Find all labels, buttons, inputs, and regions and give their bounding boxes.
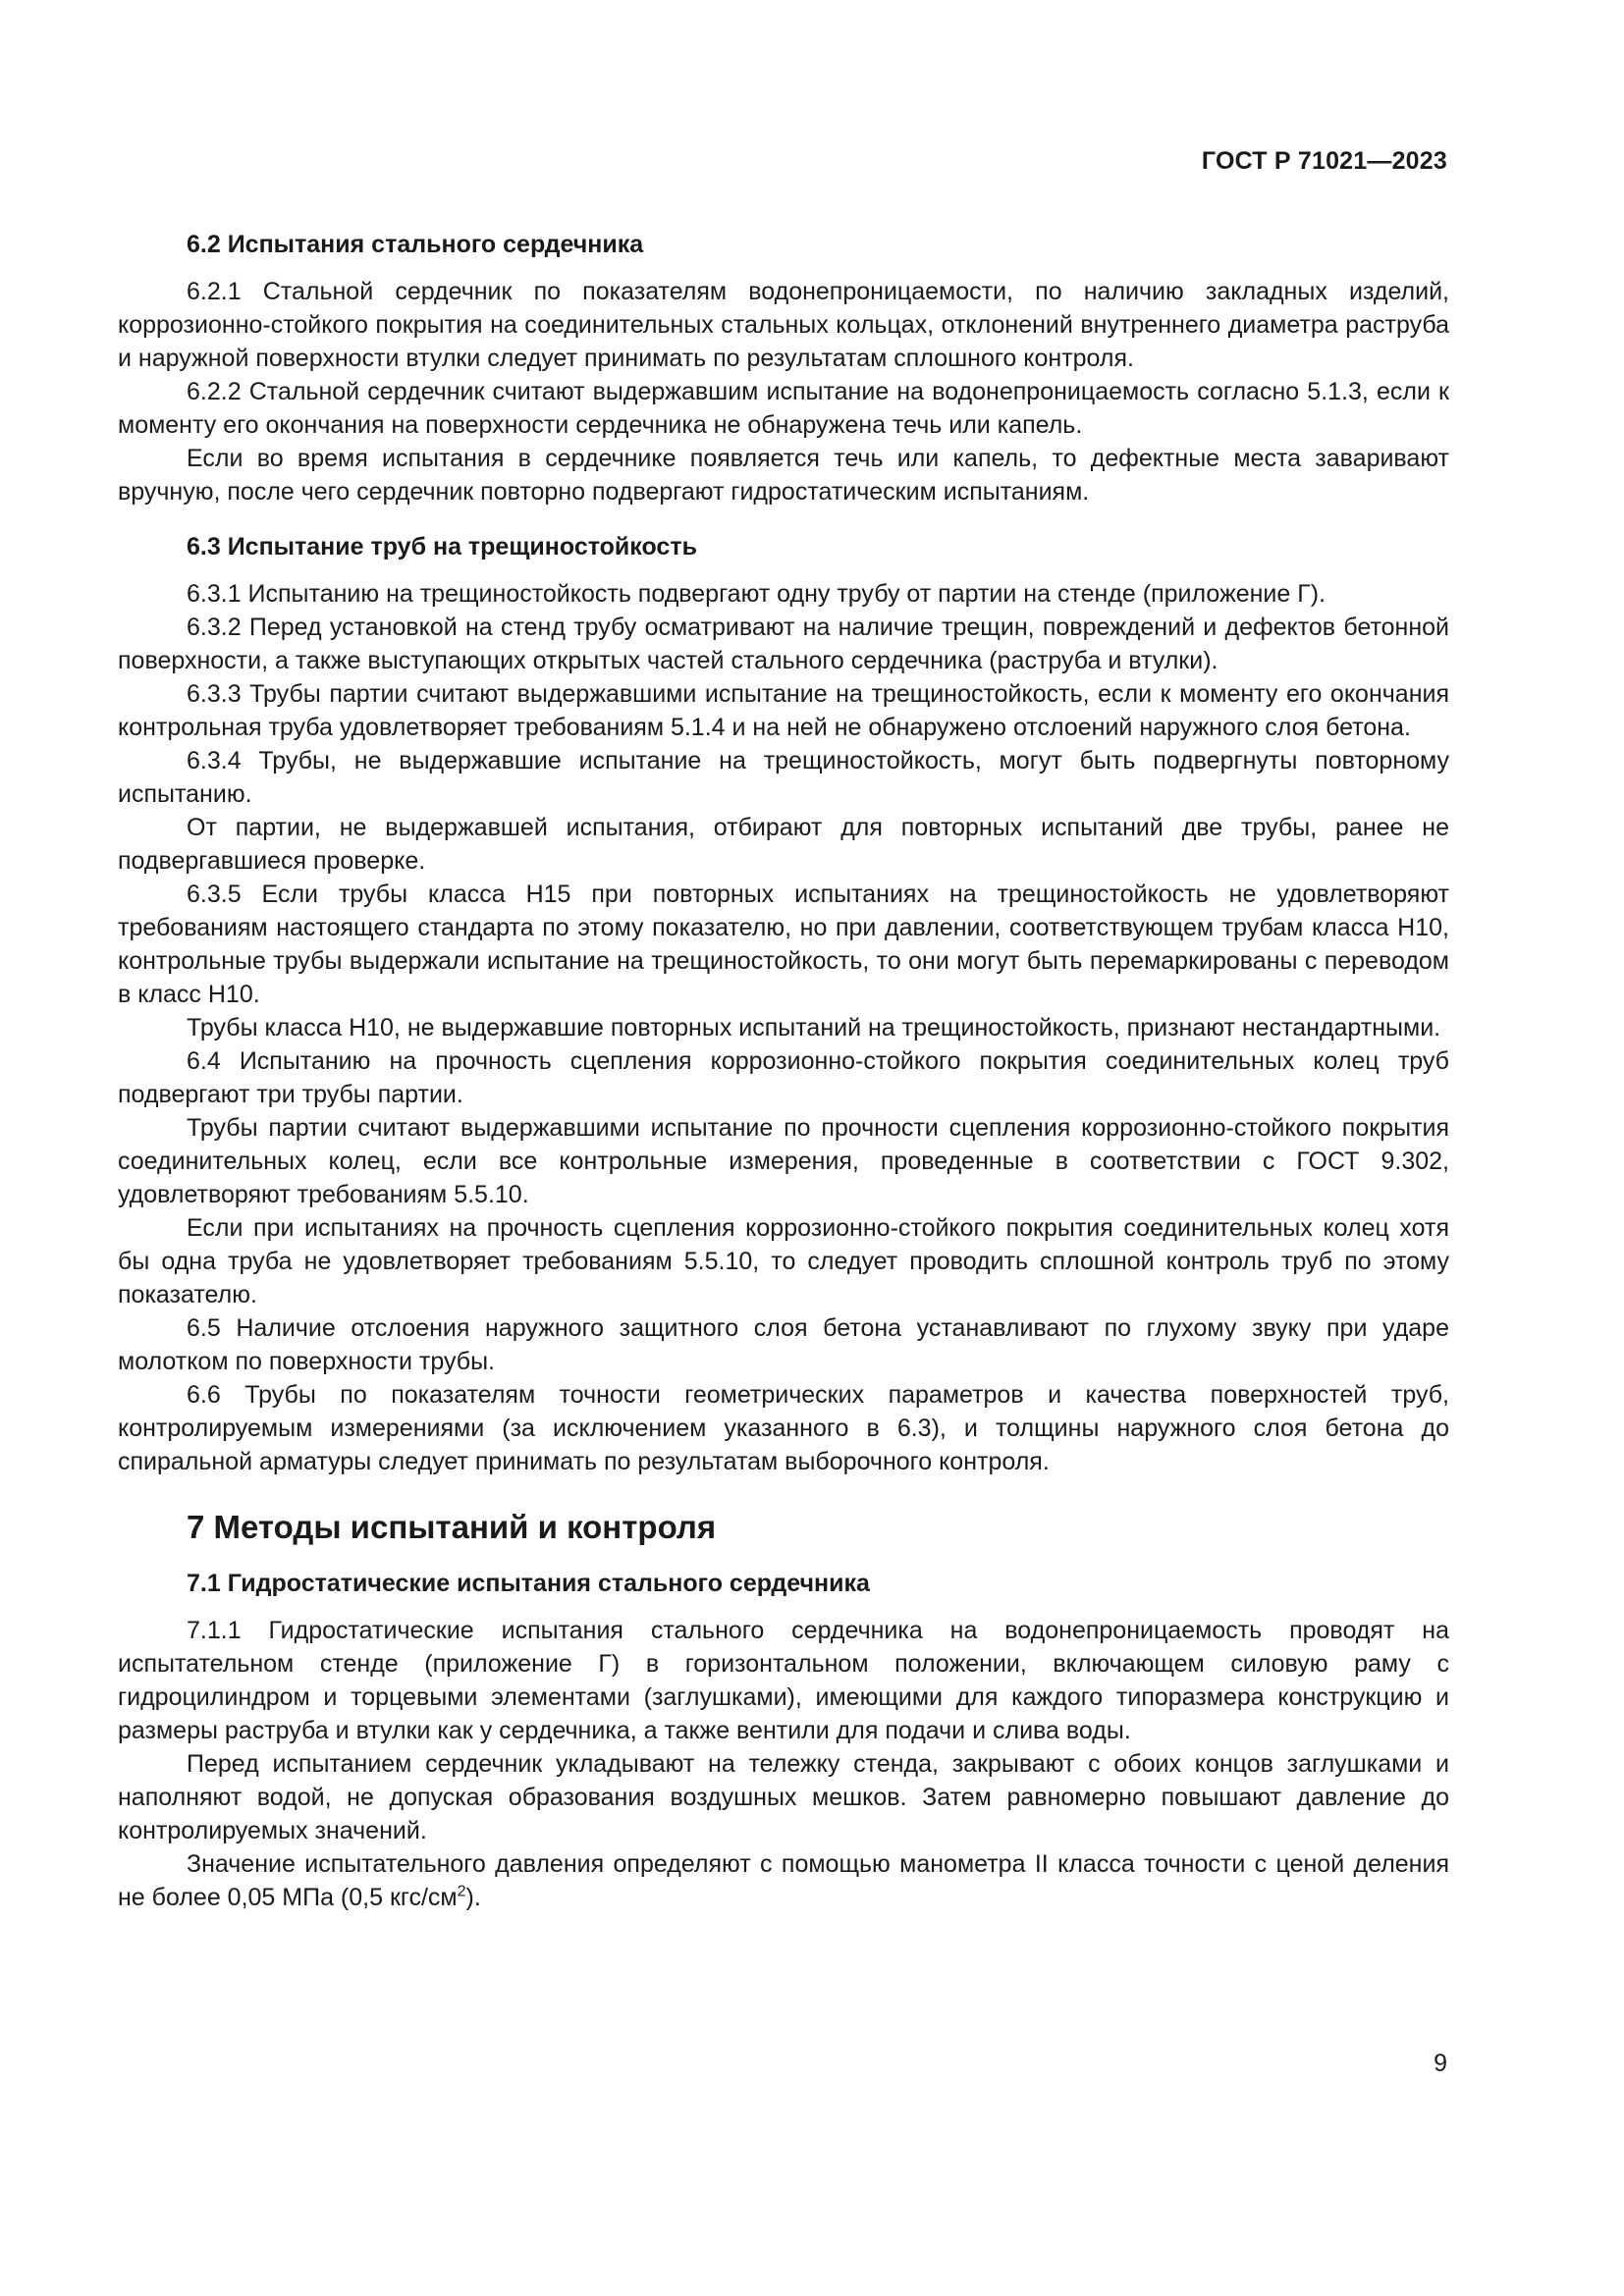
paragraph: Перед испытанием сердечник укладывают на тележку стенда, закрывают с обоих концов заглушками и наполняют водой, не допуская образования воздушных мешков. Затем равномерно повышают давление до контролируемых значений. (118, 1750, 1449, 1844)
document-code: ГОСТ Р 71021—2023 (1201, 147, 1447, 175)
superscript: 2 (457, 1883, 466, 1900)
paragraph: 6.3.2 Перед установкой на стенд трубу осматривают на наличие трещин, повреждений и дефектов бетонной поверхности, а также выступающих открытых частей стального сердечника (раструба и втулки). (118, 614, 1449, 674)
section-6-3 (118, 530, 1449, 1478)
paragraph: 6.3.4 Трубы, не выдержавшие испытание на трещиностойкость, могут быть подвергнуты повторному испытанию. (118, 747, 1449, 808)
paragraph: 6.3.5 Если трубы класса Н15 при повторных испытаниях на трещиностойкость не удовлетворяют требованиям настоящего стандарта по этому показателю, но при давлении, соответствующем трубам класса Н10, контрольные трубы выдержали испытание на трещиностойкость, то они могут быть перемаркированы с переводом в класс Н10. (118, 881, 1449, 1008)
paragraph: 6.6 Трубы по показателям точности геометрических параметров и качества поверхностей труб, контролируемым измерениями (за исключением указанного в 6.3), и толщины наружного слоя бетона до спиральной арматуры следует принимать по результатам выборочного контроля. (118, 1381, 1449, 1475)
section-6-2 (118, 228, 1449, 508)
section-title: 7.1 Гидростатические испытания стального сердечника (187, 1570, 870, 1597)
paragraph: 6.3.3 Трубы партии считают выдержавшими испытание на трещиностойкость, если к моменту его окончания контрольная труба удовлетворяет требованиям 5.1.4 и на ней не обнаружено отслоений наружного слоя бетона. (118, 680, 1449, 741)
paragraph-text: Значение испытательного давления определяют с помощью манометра II класса точности с ценой деления не более 0,05 МПа (0,5 кгс/см (118, 1850, 1449, 1911)
section-title: 6.2 Испытания стального сердечника (187, 231, 644, 258)
paragraph: 7.1.1 Гидростатические испытания стального сердечника на водонепроницаемость проводят на испытательном стенде (приложение Г) в горизонтальном положении, включающем силовую раму с гидроцилиндром и торцевыми элементами (заглушками), имеющими для каждого типоразмера конструкцию и размеры раструба и втулки как у сердечника, а также вентили для подачи и слива воды. (118, 1617, 1449, 1744)
paragraph: Если во время испытания в сердечнике появляется течь или капель, то дефектные места заваривают вручную, после чего сердечник повторно подвергают гидростатическим испытаниям. (118, 445, 1449, 506)
chapter-title: 7 Методы испытаний и контроля (187, 1509, 717, 1545)
section-title: 6.3 Испытание труб на трещиностойкость (187, 533, 697, 561)
paragraph: 6.5 Наличие отслоения наружного защитного слоя бетона устанавливают по глухому звуку при ударе молотком по поверхности трубы. (118, 1314, 1449, 1375)
page-number: 9 (1434, 2050, 1447, 2077)
paragraph: 6.2.2 Стальной сердечник считают выдержавшим испытание на водонепроницаемость согласно 5.1.3, если к моменту его окончания на поверхности сердечника не обнаружена течь или капель. (118, 378, 1449, 439)
paragraph: 6.2.1 Стальной сердечник по показателям водонепроницаемости, по наличию закладных изделий, коррозионно-стойкого покрытия на соединительных стальных кольцах, отклонений внутреннего диаметра раструба и наружной поверхности втулки следует принимать по результатам сплошного контроля. (118, 278, 1449, 372)
chapter-7 (118, 1508, 1449, 1914)
paragraph-with-superscript (118, 1847, 1449, 1914)
paragraph: Если при испытаниях на прочность сцепления коррозионно-стойкого покрытия соединительных колец хотя бы одна труба не удовлетворяет требованиям 5.5.10, то следует проводить сплошной контроль труб по этому показателю. (118, 1214, 1449, 1308)
paragraph: 6.4 Испытанию на прочность сцепления коррозионно-стойкого покрытия соединительных колец труб подвергают три трубы партии. (118, 1047, 1449, 1108)
page-body (118, 228, 1449, 1914)
paragraph: Трубы класса Н10, не выдержавшие повторных испытаний на трещиностойкость, признают нестандартными. (187, 1014, 1441, 1041)
paragraph: 6.3.1 Испытанию на трещиностойкость подвергают одну трубу от партии на стенде (приложение Г). (187, 580, 1326, 608)
paragraph-text-end: ). (465, 1884, 481, 1911)
paragraph: Трубы партии считают выдержавшими испытание по прочности сцепления коррозионно-стойкого покрытия соединительных колец, если все контрольные измерения, проведенные в соответствии с ГОСТ 9.302, удовлетворяют требованиям 5.5.10. (118, 1114, 1449, 1208)
paragraph: От партии, не выдержавшей испытания, отбирают для повторных испытаний две трубы, ранее не подвергавшиеся проверке. (118, 814, 1449, 875)
